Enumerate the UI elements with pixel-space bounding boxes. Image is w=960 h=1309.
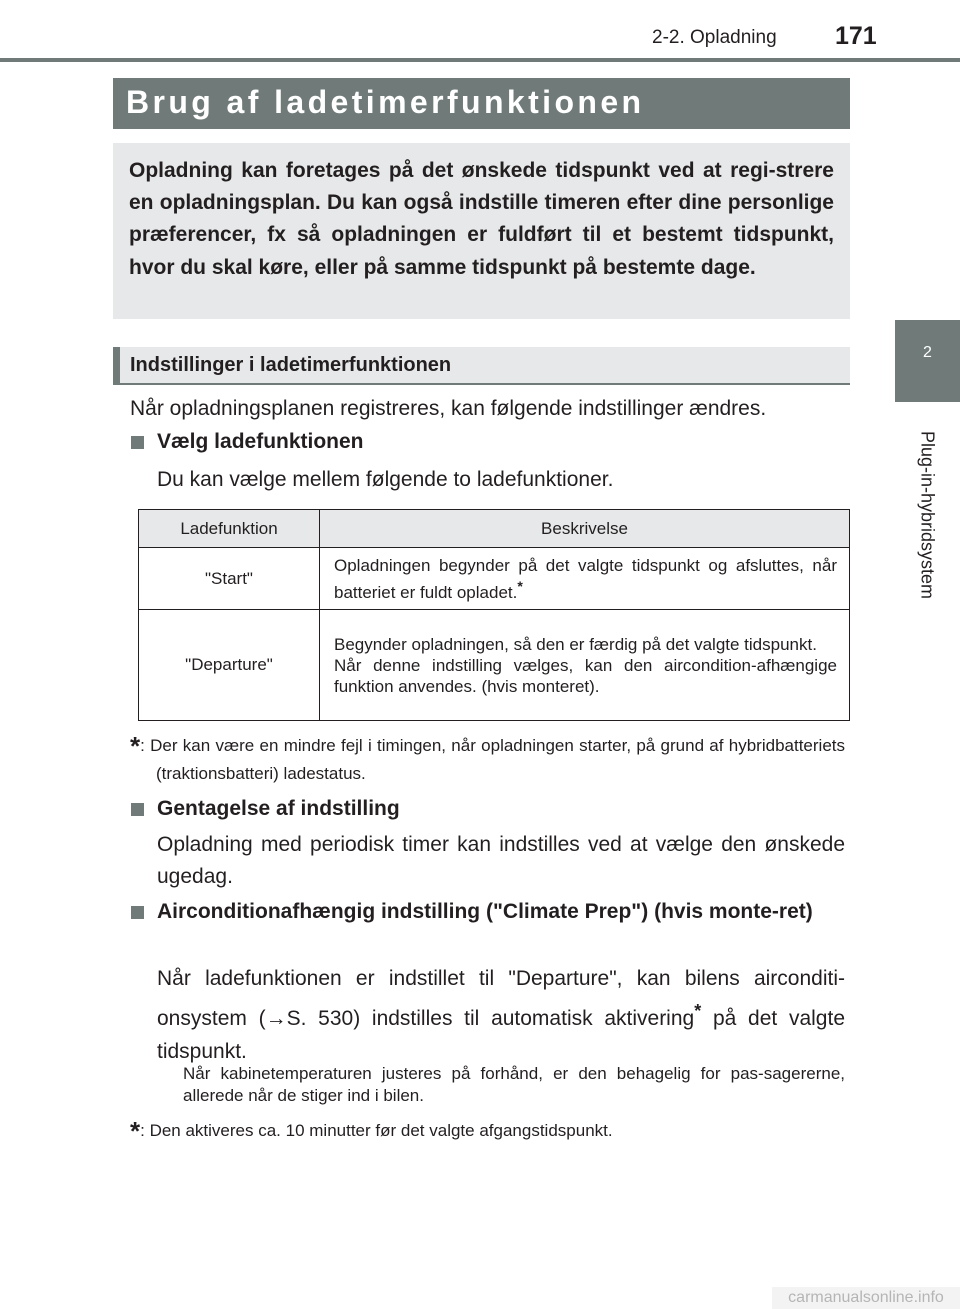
page-title: Brug af ladetimerfunktionen [126,84,645,120]
table-cell-desc [320,548,850,610]
bullet-square-icon [131,803,144,816]
footnote-2-text: : Den aktiveres ca. 10 minutter før det valgte afgangstidspunkt. [140,1121,613,1140]
charge-mode-table [138,509,850,721]
page-title-bar [113,78,850,129]
section3-note: Når kabinetemperaturen justeres på forhånd, er den behagelig for pas-sagererne, allerede når de stiger ind i bilen. [183,1064,845,1105]
section2-heading: Gentagelse af indstilling [157,797,400,820]
section3-body-b: på det valgte tidspunkt. [157,1007,846,1063]
table-header-row [139,510,850,548]
footnote-1-text: : Der kan være en mindre fejl i timingen, når opladningen starter, på grund af hybridbatteriets (traktionsbatteri) ladestatus. [140,736,845,783]
lead-text: Når opladningsplanen registreres, kan følgende indstillinger ændres. [130,397,767,420]
footnote-1 [130,732,845,787]
header-rule [0,58,960,62]
section-label: 2-2. Opladning [652,27,777,48]
page-number: 171 [835,22,877,50]
subheading-rule [113,383,850,385]
table-row [139,610,850,721]
subheading-accent [113,347,120,383]
table-header-cell: Ladefunktion [139,510,320,548]
chapter-number: 2 [923,344,932,361]
table-cell-desc [320,610,850,721]
chapter-title: Plug-in-hybridsystem [917,430,938,600]
desc-text: Begynder opladningen, så den er færdig på det valgte tidspunkt. [334,634,817,654]
table-cell-mode: "Departure" [139,610,320,721]
table-header-cell: Beskrivelse [320,510,850,548]
table-cell-mode: "Start" [139,548,320,610]
section3-heading: Airconditionafhængig indstilling ("Climate Prep") (hvis monte-ret) [157,900,813,923]
section1-body: Du kan vælge mellem følgende to ladefunktioner. [157,468,614,491]
footnote-marker: * [694,1001,702,1021]
section3-body [157,962,845,1068]
watermark: carmanualsonline.info [772,1287,960,1309]
bullet-square-icon [131,906,144,919]
chapter-tab [895,320,960,402]
footnote-star: * [130,731,141,761]
desc-text-2: Når denne indstilling vælges, kan den aircondition-afhængige funktion anvendes. (hvis monteret). [334,655,837,696]
footnote-star: * [130,1116,141,1146]
section3-body-a: Når ladefunktionen er indstillet til "Departure", kan bilens airconditi-onsystem (→S. 530) indstilles til automatisk aktivering [157,967,845,1030]
desc-text: Opladningen begynder på det valgte tidspunkt og afsluttes, når batteriet er fuldt opladet. [334,555,837,602]
section1-heading: Vælg ladefunktionen [157,430,364,453]
footnote-marker: * [517,577,523,594]
subheading-bar [113,347,850,383]
subheading: Indstillinger i ladetimerfunktionen [130,354,452,376]
intro-text: Opladning kan foretages på det ønskede tidspunkt ved at regi-strere en opladningsplan. Du kan også indstille timeren efter dine personlige præferencer, fx så opladningen er fuldført til et bestemt tidspunkt, hvor du skal køre, eller på samme tidspunkt på bestemte dage. [129,159,834,279]
bullet-square-icon [131,436,144,449]
section2-body: Opladning med periodisk timer kan indstilles ved at vælge den ønskede ugedag. [157,833,845,888]
table-row [139,548,850,610]
footnote-2 [130,1117,845,1145]
intro-box [113,143,850,319]
